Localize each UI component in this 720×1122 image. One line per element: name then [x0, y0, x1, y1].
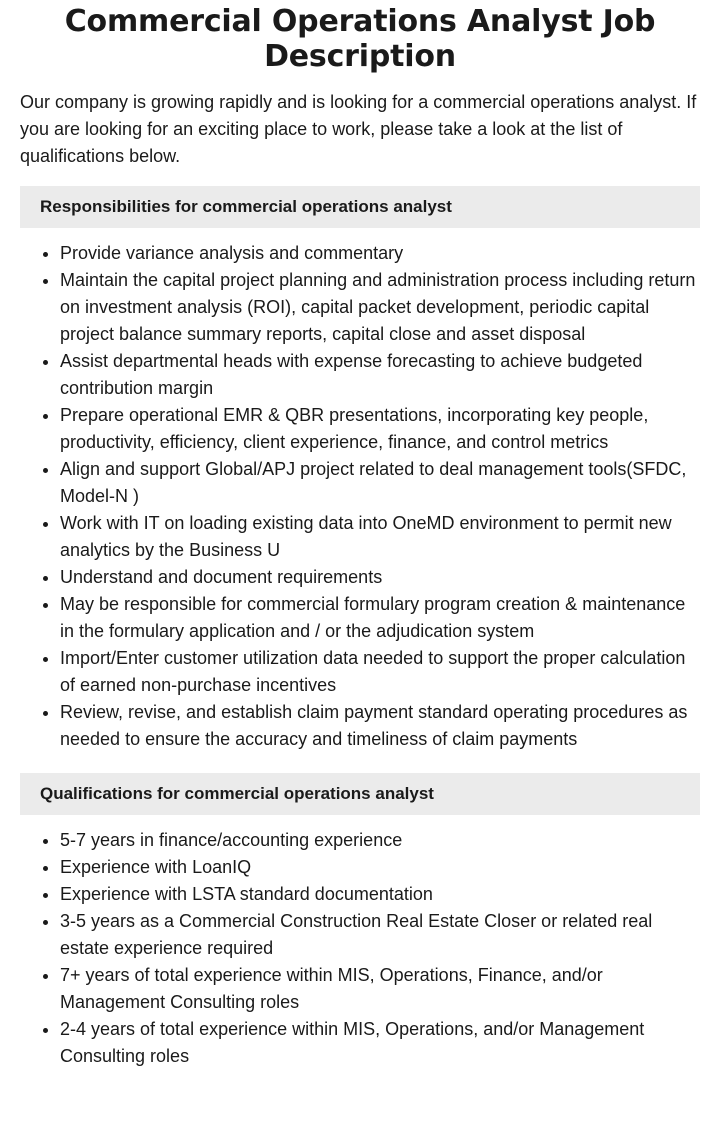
job-description-page	[0, 4, 720, 1070]
list-item: • Provide variance analysis and commentary	[60, 240, 700, 267]
list-item: • 5-7 years in finance/accounting experience	[60, 827, 700, 854]
list-item: • Review, revise, and establish claim payment standard operating procedures as needed to ensure the accuracy and timeliness of claim payments	[60, 699, 700, 753]
intro-paragraph: Our company is growing rapidly and is looking for a commercial operations analyst. If you are looking for an exciting place to work, please take a look at the list of qualifications below.	[20, 92, 697, 166]
list-item: • 3-5 years as a Commercial Construction Real Estate Closer or related real estate experience required	[60, 908, 700, 962]
list-item: • 2-4 years of total experience within MIS, Operations, and/or Management Consulting roles	[60, 1016, 700, 1070]
list-item: • Maintain the capital project planning and administration process including return on investment analysis (ROI), capital packet development, periodic capital project balance summary reports, capital close and asset disposal	[60, 267, 700, 348]
responsibilities-heading: Responsibilities for commercial operations analyst	[20, 186, 700, 228]
list-item: • Experience with LSTA standard documentation	[60, 881, 700, 908]
list-item: • Import/Enter customer utilization data needed to support the proper calculation of earned non-purchase incentives	[60, 645, 700, 699]
responsibilities-list	[20, 240, 700, 753]
list-item: • Understand and document requirements	[60, 564, 700, 591]
list-item: • Align and support Global/APJ project related to deal management tools(SFDC, Model-N )	[60, 456, 700, 510]
list-item: • May be responsible for commercial formulary program creation & maintenance in the formulary application and / or the adjudication system	[60, 591, 700, 645]
list-item: • Prepare operational EMR & QBR presentations, incorporating key people, productivity, efficiency, client experience, finance, and control metrics	[60, 402, 700, 456]
list-item: • 7+ years of total experience within MIS, Operations, Finance, and/or Management Consulting roles	[60, 962, 700, 1016]
list-item: • Experience with LoanIQ	[60, 854, 700, 881]
list-item: • Assist departmental heads with expense forecasting to achieve budgeted contribution margin	[60, 348, 700, 402]
page-title: Commercial Operations Analyst Job Description	[64, 4, 656, 74]
qualifications-list	[20, 827, 700, 1070]
qualifications-heading: Qualifications for commercial operations analyst	[20, 773, 700, 815]
list-item: • Work with IT on loading existing data into OneMD environment to permit new analytics by the Business U	[60, 510, 700, 564]
